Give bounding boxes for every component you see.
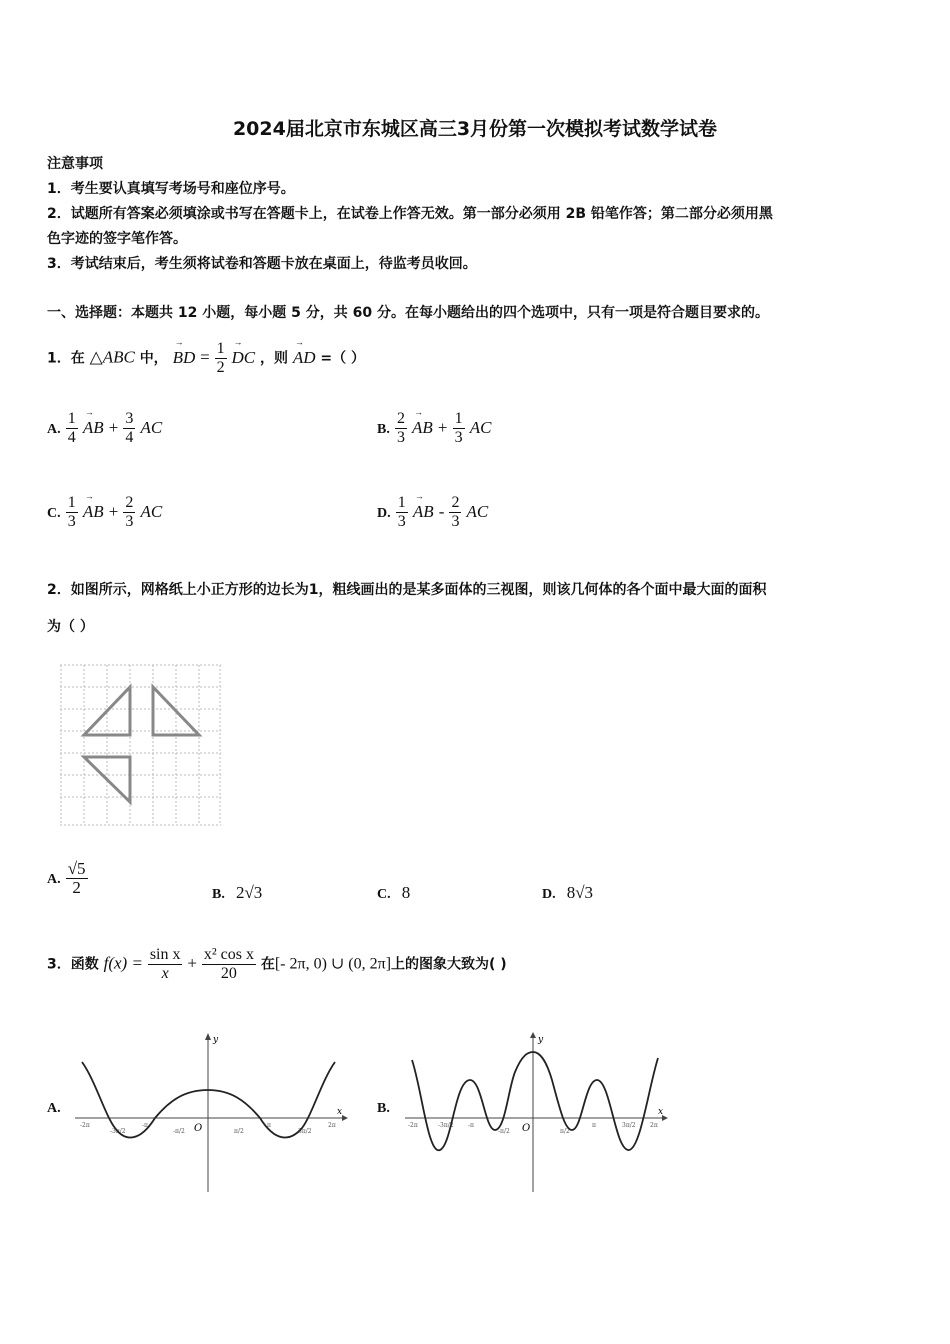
q1-dc: → DC xyxy=(231,348,255,368)
q1-tail: =（ ） xyxy=(320,350,365,367)
option-label: B. xyxy=(377,422,390,437)
page-title: 2024届北京市东城区高三3月份第一次模拟考试数学试卷 xyxy=(232,118,718,140)
q1-mid: 中， xyxy=(139,350,168,367)
question-2-line2: 为（ ） xyxy=(47,619,94,635)
q1-bd: → BD xyxy=(173,348,196,368)
q1-option-a[interactable]: A. $\frac{1}{4}$ → AB + $\frac{3}{4}$ AC xyxy=(47,410,162,447)
svg-text:3π/2: 3π/2 xyxy=(622,1122,636,1129)
option-label: A. xyxy=(47,422,61,437)
q3-tail: 上的图象大致为( ) xyxy=(391,956,507,973)
q1-ad: → AD xyxy=(293,348,316,368)
graph-b-label[interactable]: B. xyxy=(377,1101,390,1116)
three-view-figure xyxy=(58,660,223,830)
y-axis-label: y xyxy=(538,1035,544,1045)
svg-text:π/2: π/2 xyxy=(234,1128,244,1135)
notice-item-3: 3．考试结束后，考生须将试卷和答题卡放在桌面上，待监考员收回。 xyxy=(47,256,477,272)
q2-option-a[interactable]: A. $\frac{√5}{2}$ xyxy=(47,859,86,897)
section-heading: 一、选择题：本题共 12 小题，每小题 5 分，共 60 分。在每小题给出的四个选项中，只有一项是符合题目要求的。 xyxy=(47,305,769,321)
q3-fx: f(x) = xyxy=(103,953,143,973)
q3-lead: 3．函数 xyxy=(47,956,99,973)
q1-then: ，则 xyxy=(259,350,288,367)
notice-item-1: 1．考生要认真填写考场号和座位序号。 xyxy=(47,181,295,197)
svg-text:-2π: -2π xyxy=(80,1122,90,1129)
svg-text:-π: -π xyxy=(468,1122,474,1129)
option-label: C. xyxy=(47,506,61,521)
q1-option-c[interactable]: C. $\frac{1}{3}$ → AB + $\frac{2}{3}$ AC xyxy=(47,494,162,531)
svg-text:3π/2: 3π/2 xyxy=(298,1128,312,1135)
q1-triangle: △ABC xyxy=(89,347,135,367)
x-axis-label: x xyxy=(337,1107,343,1117)
svg-text:-2π: -2π xyxy=(408,1122,418,1129)
graph-a[interactable] xyxy=(70,1030,350,1195)
svg-text:-3π/2: -3π/2 xyxy=(110,1128,126,1135)
top-view xyxy=(84,757,130,802)
q2-option-c[interactable]: C. 8 xyxy=(377,883,411,902)
svg-text:π: π xyxy=(267,1122,271,1129)
svg-text:2π: 2π xyxy=(328,1122,336,1129)
svg-text:2π: 2π xyxy=(650,1122,658,1129)
q2-option-d[interactable]: D. 8√3 xyxy=(542,883,594,902)
x-axis-label: x xyxy=(658,1107,664,1117)
q1-half-den: 2 xyxy=(216,359,225,376)
q3-domain: [- 2π, 0) ∪ (0, 2π] xyxy=(274,955,392,973)
svg-text:-π/2: -π/2 xyxy=(498,1128,510,1135)
q2-option-b[interactable]: B. 2√3 xyxy=(212,883,263,902)
svg-text:-3π/2: -3π/2 xyxy=(438,1122,454,1129)
q1-lead: 1．在 xyxy=(47,350,85,367)
svg-text:π/2: π/2 xyxy=(560,1128,570,1135)
origin-label: O xyxy=(194,1123,203,1134)
notice-heading: 注意事项 xyxy=(47,156,103,172)
q1-half xyxy=(215,340,227,377)
notice-item-2: 2．试题所有答案必须填涂或书写在答题卡上，在试卷上作答无效。第一部分必须用 2B 铅笔作答；第二部分必须用黑 xyxy=(47,206,773,222)
q1-half-num: 1 xyxy=(216,340,225,357)
q3-in: 在 xyxy=(260,956,275,973)
curve-b xyxy=(412,1052,658,1150)
y-axis-label: y xyxy=(213,1035,219,1045)
graph-b[interactable] xyxy=(400,1030,670,1195)
q1-option-b[interactable]: B. $\frac{2}{3}$ → AB + $\frac{1}{3}$ AC xyxy=(377,410,491,447)
svg-text:π: π xyxy=(592,1122,596,1129)
notice-item-2-cont: 色字迹的签字笔作答。 xyxy=(47,231,187,247)
question-2-line1: 2．如图所示，网格纸上小正方形的边长为1，粗线画出的是某多面体的三视图，则该几何体的各个面中最大面的面积 xyxy=(47,582,767,598)
option-label: D. xyxy=(377,506,391,521)
origin-label: O xyxy=(522,1123,531,1134)
q1-eq: = xyxy=(200,347,210,367)
question-3: 3．函数 f(x) = $\frac{\text{sin x}}{x}$ + $\frac{\text{x² cos x}}{20}$ 在[- 2π, 0) ∪ (0, 2π]上的图象大致为( ) xyxy=(47,946,507,982)
svg-text:-π/2: -π/2 xyxy=(173,1128,185,1135)
question-1 xyxy=(47,340,365,377)
q1-option-d[interactable]: D. $\frac{1}{3}$ → AB - $\frac{2}{3}$ AC xyxy=(377,494,488,531)
svg-text:-π: -π xyxy=(142,1122,148,1129)
graph-a-label[interactable]: A. xyxy=(47,1101,61,1116)
